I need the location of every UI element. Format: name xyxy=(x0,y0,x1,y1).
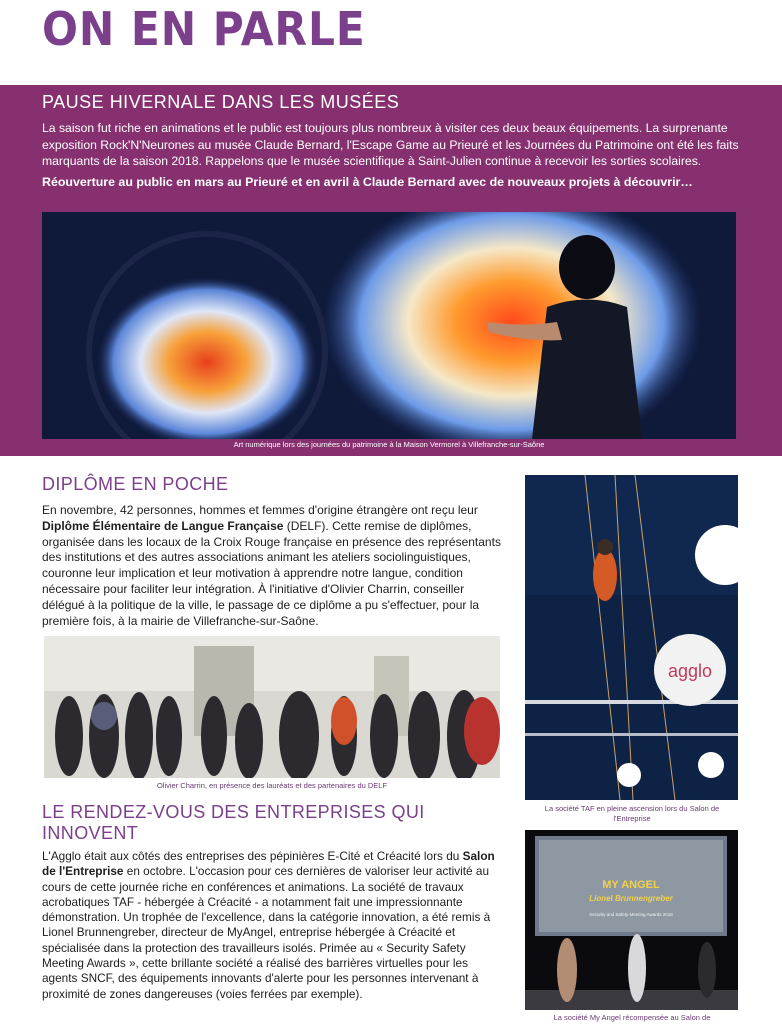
digital-art-photo xyxy=(42,212,736,439)
museum-section-lead: Réouverture au public en mars au Prieuré et en avril à Claude Bernard avec de nouveaux projets à découvrir… xyxy=(42,175,693,189)
museum-section-title: PAUSE HIVERNALE DANS LES MUSÉES xyxy=(42,92,400,112)
digital-art-caption: Art numérique lors des journées du patrimoine à la Maison Vermorel à Villefranche-sur-Saône xyxy=(233,440,545,449)
taf-climbing-photo xyxy=(525,475,738,800)
diploma-text-bold: Diplôme Élémentaire de Langue Française xyxy=(42,518,284,533)
diploma-text-end: (DELF). Cette remise de diplômes, organisée dans les locaux de la Croix Rouge française en présence des représentants des institutions et des autres associations animant les ateliers sociolinguistiques, couronne leur implication et leur motivation à apprendre notre langue, condition nécessaire pour faciliter leur intégration. À l'initiative d'Olivier Charrin, conseiller délégué à la politique de la ville, le passage de ce diplôme a pu s'effectuer, pour la première fois, à la mairie de Villefranche-sur-Saône. xyxy=(42,518,501,628)
page-title: ON EN PARLE xyxy=(42,2,366,56)
agglo-logo: agglo xyxy=(667,661,713,681)
diploma-section-text xyxy=(42,503,506,629)
screen-award-name: Security and Safety Meeting Awards 2018 xyxy=(589,912,673,917)
museum-section-paragraph: La saison fut riche en animations et le public est toujours plus nombreux à visiter ces deux beaux équipements. La surprenante exposition Rock'N'Neurones au musée Claude Bernard, l'Escape Game au Prieuré et les Journées du Patrimoine ont été les faits marquants de la saison 2018. Rappelons que le musée scientifique à Saint-Julien continue à recevoir les sorties scolaires. xyxy=(42,121,739,168)
screen-winner-name: Lionel Brunnengreber xyxy=(589,894,673,903)
delf-photo-caption: Olivier Charrin, en présence des lauréats et des partenaires du DELF xyxy=(156,781,388,790)
business-text-end: en octobre. L'occasion pour ces dernières de valoriser leur activité au cours de cette journée riche en conférences et animations. La société de travaux acrobatiques TAF - hébergée à Créacité - a notamment fait une impressionnante démonstration. Un trophée de l'excellence, dans la catégorie innovation, a été remis à Lionel Brunnengreber, directeur de MyAngel, entreprise hébergée à Créacité et spécialisée dans la protection des travailleurs isolés. Primée au « Security Safety Meeting Awards », cette brillante société a réalisé des barrières virtuelles pour les agents SNCF, des équipements innovants d'alerte pour les personnes intervenant à proximité de zones dangereuses (voies ferrées par exemple). xyxy=(42,864,491,1001)
business-section-text xyxy=(42,849,502,1002)
business-section-title-line2: INNOVENT xyxy=(42,823,139,843)
myangel-award-photo xyxy=(525,830,738,1010)
myangel-photo-caption: La société My Angel récompensée au Salon de xyxy=(553,1013,711,1022)
business-text-start: L'Agglo était aux côtés des entreprises des pépinières E-Cité et Créacité lors du xyxy=(42,849,463,863)
delf-group-photo xyxy=(44,636,500,778)
business-section-title-line1: LE RENDEZ-VOUS DES ENTREPRISES QUI xyxy=(42,802,425,822)
business-text-bold: Salon de l'Entreprise xyxy=(42,849,495,879)
taf-photo-caption: La société TAF en pleine ascension lors du Salon de l'Entreprise xyxy=(544,804,720,823)
diploma-text-start: En novembre, 42 personnes, hommes et femmes d'origine étrangère ont reçu leur xyxy=(42,503,478,517)
diploma-section-title: DIPLÔME EN POCHE xyxy=(42,474,229,494)
screen-title: MY ANGEL xyxy=(602,879,660,891)
